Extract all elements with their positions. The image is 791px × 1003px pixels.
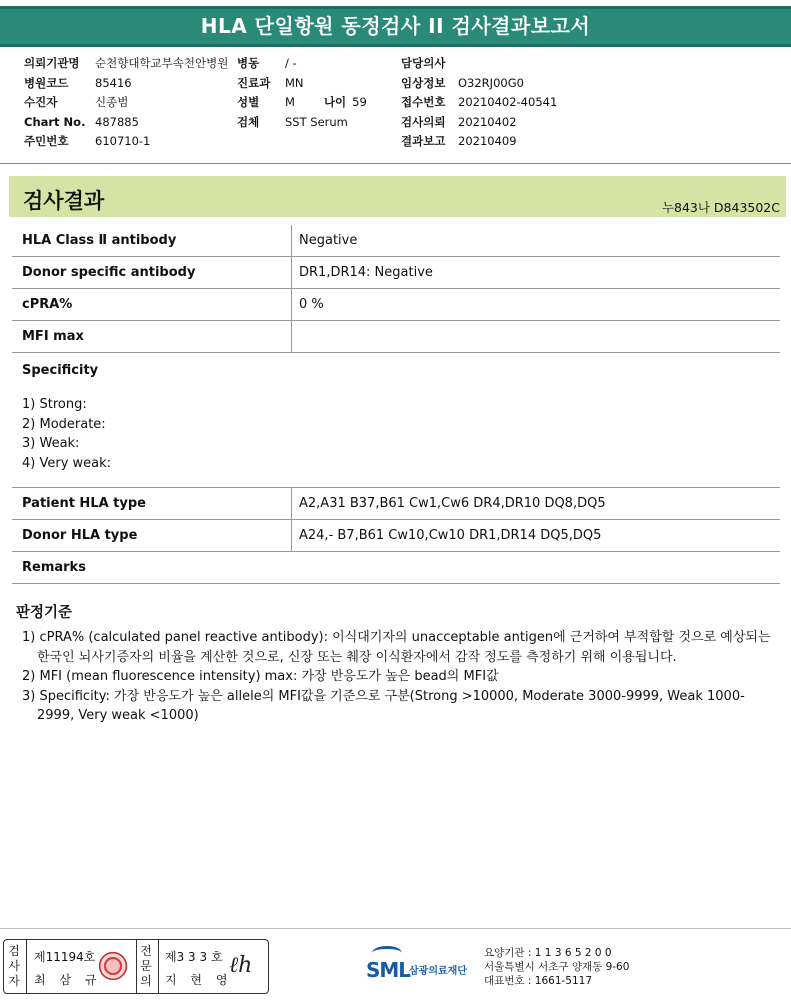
divider xyxy=(158,940,159,993)
info-value: / - xyxy=(285,56,297,70)
table-row xyxy=(12,257,780,289)
row-label: cPRA% xyxy=(22,297,73,312)
row-label: Donor HLA type xyxy=(22,528,138,543)
info-label: 수진자 xyxy=(24,95,58,109)
info-row-report-date xyxy=(401,132,557,152)
table-row xyxy=(12,321,780,353)
info-label: 주민번호 xyxy=(24,134,69,148)
row-value: A24,- B7,B61 Cw10,Cw10 DR1,DR14 DQ5,DQ5 xyxy=(291,520,780,551)
info-row-patient-name xyxy=(24,93,228,113)
list-item: 1) cPRA% (calculated panel reactive antibody): 이식대기자의 unacceptable antigen에 근거하여 부적합할 것으로 예상되는 한국인 뇌사기증자의 비율을 계산한 것으로, 신장 또는 췌장 이식환자에서 감작 정도를 측정하기 위해 이용됩니다. xyxy=(22,630,771,665)
info-value: 20210402 xyxy=(458,114,517,129)
patient-info-column-2 xyxy=(237,54,367,132)
info-label: 검사의뢰 xyxy=(401,114,446,129)
reviewer-license-no: 제3 3 3 호 xyxy=(165,950,223,964)
specificity-list xyxy=(22,395,111,473)
specificity-row xyxy=(12,353,780,488)
info-value: 20210409 xyxy=(458,134,517,148)
info-value: 85416 xyxy=(95,75,132,90)
row-label: HLA Class Ⅱ antibody xyxy=(22,233,177,248)
info-value: 신종범 xyxy=(95,95,129,109)
info-label: 검체 xyxy=(237,114,260,129)
info-label: 담당의사 xyxy=(401,56,446,70)
info-value: 59 xyxy=(352,95,367,109)
info-row-clinical-info xyxy=(401,74,557,94)
footer-divider xyxy=(0,928,791,929)
row-label: MFI max xyxy=(22,329,84,344)
info-label: 접수번호 xyxy=(401,95,446,109)
header-divider xyxy=(0,163,791,164)
row-label: Specificity xyxy=(22,363,99,378)
row-value: DR1,DR14: Negative xyxy=(291,257,780,288)
info-label: Chart No. xyxy=(24,114,86,129)
list-item: 2) MFI (mean fluorescence intensity) max: 가장 반응도가 높은 bead의 MFI값 xyxy=(22,669,499,684)
seal-stamp-icon xyxy=(97,950,129,982)
table-row xyxy=(12,289,780,321)
info-row-resident-no xyxy=(24,132,228,152)
info-label: 의뢰기관명 xyxy=(24,56,80,70)
inspector-label: 검 사 자 xyxy=(8,944,20,988)
info-value: SST Serum xyxy=(285,114,348,129)
patient-info-column-1 xyxy=(24,54,228,152)
info-label: 결과보고 xyxy=(401,134,446,148)
contact-line: 대표번호 : 1661-5117 xyxy=(484,975,593,987)
criteria-list xyxy=(22,628,772,726)
table-row xyxy=(12,488,780,520)
contact-info xyxy=(484,946,629,988)
row-value: 0 % xyxy=(291,289,780,320)
row-label: Remarks xyxy=(22,560,86,575)
table-row xyxy=(12,225,780,257)
row-value xyxy=(291,321,780,352)
sml-logo xyxy=(366,946,481,986)
info-row-request-date xyxy=(401,113,557,133)
table-row xyxy=(12,520,780,552)
info-label: 병동 xyxy=(237,56,260,70)
list-item: 3) Specificity: 가장 반응도가 높은 allele의 MFI값을 기준으로 구분(Strong >10000, Moderate 3000-9999, Weak 1000-2999, Very weak <1000) xyxy=(22,688,745,723)
divider xyxy=(26,940,27,993)
reviewer-name: 지 현 영 xyxy=(165,973,233,987)
signature-icon: ℓh xyxy=(229,953,253,978)
info-row-receipt-no xyxy=(401,93,557,113)
info-label: 진료과 xyxy=(237,75,271,90)
divider xyxy=(136,940,137,993)
logo-mark: SML xyxy=(366,958,411,982)
info-value: 487885 xyxy=(95,114,139,129)
info-value: O32RJ00G0 xyxy=(458,75,524,90)
info-row-hospital-code xyxy=(24,74,228,94)
report-title: HLA 단일항원 동정검사 II 검사결과보고서 xyxy=(0,6,791,47)
row-label: Donor specific antibody xyxy=(22,265,196,280)
row-label: Patient HLA type xyxy=(22,496,146,511)
info-label: 병원코드 xyxy=(24,75,69,90)
info-value: MN xyxy=(285,75,304,90)
result-section-header xyxy=(9,176,786,217)
info-row-department xyxy=(237,74,367,94)
info-row-institution xyxy=(24,54,228,74)
info-label: 임상정보 xyxy=(401,75,446,90)
contact-line: 서울특별시 서초구 양재동 9-60 xyxy=(484,961,630,973)
info-label: 나이 xyxy=(323,95,347,109)
signature-box xyxy=(3,939,269,994)
patient-info-column-3 xyxy=(401,54,557,152)
reviewer-label: 전 문 의 xyxy=(140,944,152,988)
result-heading: 검사결과 xyxy=(23,189,105,213)
info-row-ward xyxy=(237,54,367,74)
row-value: A2,A31 B37,B61 Cw1,Cw6 DR4,DR10 DQ8,DQ5 xyxy=(291,488,780,519)
row-value: Negative xyxy=(291,225,780,256)
remarks-row xyxy=(12,552,780,584)
organization-name: 삼광의료재단 xyxy=(409,966,467,977)
list-item: 3) Weak: xyxy=(22,436,80,451)
list-item: 2) Moderate: xyxy=(22,416,106,432)
info-row-chart-no xyxy=(24,113,228,133)
info-value: M xyxy=(285,95,295,109)
list-item: 4) Very weak: xyxy=(22,455,112,471)
info-value: 20210402-40541 xyxy=(458,95,558,109)
info-value: 610710-1 xyxy=(95,134,151,148)
info-row-sex-age xyxy=(237,93,367,113)
inspector-license-no: 제11194호 xyxy=(34,950,96,964)
result-code: 누843나 D843502C xyxy=(661,200,780,215)
info-row-specimen xyxy=(237,113,367,133)
list-item: 1) Strong: xyxy=(22,397,87,412)
info-row-doctor xyxy=(401,54,557,74)
result-table xyxy=(12,225,780,584)
contact-line: 요양기관 : 1 1 3 6 5 2 0 0 xyxy=(484,947,612,959)
info-label: 성별 xyxy=(237,95,260,109)
info-value: 순천향대학교부속천안병원 xyxy=(95,56,229,70)
inspector-name: 최 삼 규 xyxy=(34,973,102,987)
criteria-title: 판정기준 xyxy=(16,605,73,621)
